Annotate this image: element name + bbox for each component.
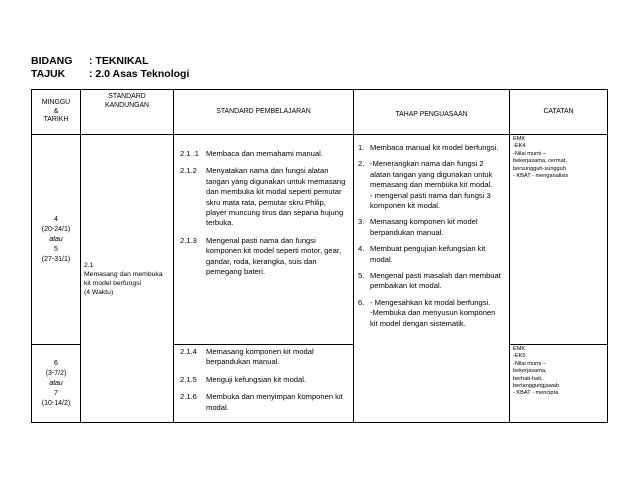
tahap-number: 3. [358, 217, 365, 227]
sp-cell [174, 345, 354, 423]
col-standard-line: STANDARD [108, 93, 146, 100]
sp-item [180, 347, 347, 368]
minggu-line: 5 [54, 245, 58, 253]
tahap-penguasaan-cell [354, 135, 510, 423]
sp-text: Menguji kefungsian kit modal. [206, 374, 307, 384]
catatan-line: - KBAT - mencipta [513, 390, 559, 397]
sp-text: Menyatakan nama dan fungsi alatan tangan yang digunakan untuk memasang dan membuka kit modal seperti pemutar skru mata rata, pemutar skru Philip, player muncung tirus dan sepana hujung terbuka. [206, 166, 346, 228]
tahap-text: -Menerangkan nama dan fungsi 2 alatan tangan yang digunakan untuk memasang dan membuka kit modal. - mengenal pasti nama dan fungsi 3 komponen kit modal. [370, 159, 493, 211]
catatan-line: -Nilai murni – [513, 150, 546, 157]
catatan-line: bertanggungjawab [513, 383, 560, 390]
tahap-text: Memasang komponen kit model berpandukan manual. [370, 217, 478, 237]
minggu-line: (3-7/2) [45, 369, 67, 377]
catatan-line: bekerjasama, cermat, [513, 158, 567, 165]
minggu-line: 7 [54, 389, 58, 397]
sp-cell [174, 135, 354, 345]
sp-number: 2.1 .1 [180, 149, 199, 158]
tahap-number: 5. [358, 271, 365, 281]
bidang-value: : TEKNIKAL [89, 55, 149, 67]
col-standard-header [81, 90, 174, 135]
minggu-line: 6 [54, 359, 58, 367]
tahap-number: 4. [358, 244, 365, 254]
rpt-table [31, 89, 608, 423]
tahap-item [358, 159, 505, 211]
col-pembelajaran-header: STANDARD PEMBELAJARAN [174, 90, 354, 135]
tahap-item [358, 271, 505, 292]
standard-kandungan-cell [81, 135, 174, 423]
minggu-line: (20-24/1) [41, 225, 71, 233]
tahap-number: 2. [358, 159, 365, 169]
col-minggu-header [32, 90, 81, 135]
catatan-line: - KBAT - menganalisis [513, 173, 569, 180]
sp-text: Membuka dan menyimpan komponen kit modal. [206, 392, 343, 412]
minggu-line: 4 [54, 215, 58, 223]
col-catatan-header: CATATAN [510, 90, 608, 135]
catatan-cell [510, 135, 608, 345]
catatan-line: -EK4 [513, 143, 526, 150]
sp-item [180, 236, 347, 278]
sp-item [180, 392, 347, 413]
catatan-line: EMK [513, 346, 526, 352]
tahap-number: 1. [358, 143, 365, 152]
sp-item [180, 166, 347, 228]
tajuk-value: : 2.0 Asas Teknologi [89, 68, 190, 80]
minggu-line: (10-14/2) [41, 399, 71, 407]
tahap-text: Membuat pengujian kefungsian kit modal. [370, 244, 486, 264]
standard-line: 2.1 [84, 261, 94, 269]
col-minggu-line: TARIKH [43, 116, 69, 124]
sp-number: 2.1.2 [180, 166, 197, 176]
minggu-line: (27-31/1) [41, 255, 71, 263]
standard-line: (4 Waktu) [84, 288, 114, 296]
col-standard-line: KANDUNGAN [104, 101, 150, 109]
tahap-item [358, 244, 505, 265]
tahap-item [358, 298, 505, 329]
tahap-item [358, 217, 505, 238]
catatan-line: bersungguh-sungguh [513, 165, 566, 172]
standard-line: kit model berfungsi [84, 279, 142, 287]
tahap-text: Membaca manual kit model berfungsi. [370, 143, 499, 152]
sp-number: 2.1.6 [180, 392, 197, 402]
sp-text: Membaca dan memahami manual. [206, 149, 323, 158]
sp-item [180, 375, 347, 385]
col-minggu-line: MINGGU [41, 99, 71, 107]
sp-text: Memasang komponen kit modal berpandukan manual. [206, 347, 314, 367]
sp-number: 2.1.3 [180, 235, 197, 245]
tajuk-label: TAJUK [31, 68, 66, 80]
catatan-line: EMK [513, 136, 526, 142]
standard-line: Memasang dan membuka [84, 270, 163, 278]
tahap-text: Mengenal pasti masalah dan membuat pembaikan kit modal. [370, 271, 501, 291]
catatan-line: -Nilai murni – [513, 360, 546, 367]
catatan-line: bekerjasama, [513, 368, 547, 375]
col-minggu-line: & [53, 107, 59, 115]
minggu-line: atau [49, 379, 63, 387]
bidang-label: BIDANG [31, 55, 73, 67]
table-header-row [32, 90, 608, 135]
minggu-cell [32, 345, 81, 423]
table-row [32, 135, 608, 345]
tahap-number: 6. [358, 297, 365, 307]
catatan-line: -EK5 [513, 353, 526, 360]
sp-item [180, 149, 347, 159]
minggu-cell [32, 135, 81, 345]
sp-number: 2.1.4 [180, 347, 197, 356]
sp-number: 2.1.5 [180, 374, 197, 384]
catatan-line: berhati-hati, [513, 375, 543, 382]
col-penguasaan-header: TAHAP PENGUASAAN [354, 90, 510, 135]
tahap-text: - Mengesahkan kit modal berfungsi. -Membuka dan menyusun komponen kit model dengan sistematik. [370, 297, 496, 328]
sp-text: Mengenal pasti nama dan fungsi komponen kit model seperti motor, gear, gandar, roda, kerangka, suis dan pemegang bateri. [206, 235, 342, 277]
tahap-item [358, 143, 505, 153]
minggu-line: atau [49, 235, 63, 243]
catatan-cell [510, 345, 608, 423]
